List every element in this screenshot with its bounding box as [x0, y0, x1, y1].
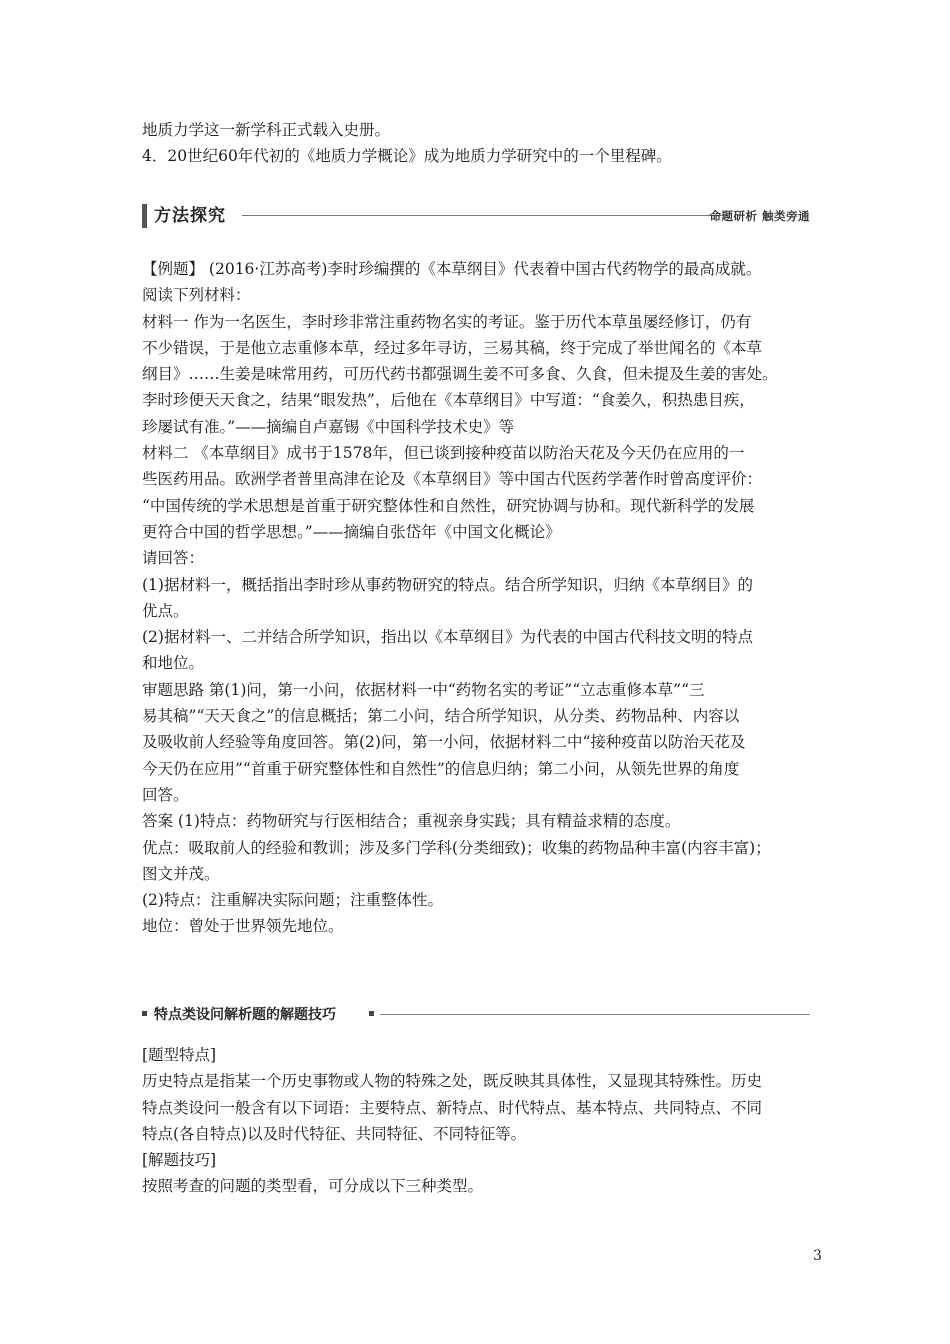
tips-line: [解题技巧]	[142, 1151, 217, 1170]
section-right-text: 命题研析 触类旁通	[709, 209, 810, 223]
example-block	[142, 256, 822, 940]
example-line: (2)特点：注重解决实际问题；注重整体性。	[142, 891, 443, 910]
example-line: 优点。	[142, 601, 189, 620]
tips-line: [题型特点]	[142, 1046, 217, 1064]
example-line: 更符合中国的哲学思想。”——摘编自张岱年《中国文化概论》	[142, 522, 561, 541]
page-number: 3	[813, 1248, 822, 1264]
example-line: 及吸收前人经验等角度回答。第(2)问，第一小问，依据材料二中“接种疫苗以防治天花及	[142, 733, 746, 752]
example-line: 审题思路 第(1)问，第一小问，依据材料一中“药物名实的考证”“立志重修本草”“三	[142, 680, 705, 699]
example-line: 材料二 《本草纲目》成书于1578年，但已谈到接种疫苗以防治天花及今天仍在应用的一	[142, 444, 745, 463]
example-line: 些医药用品。欧洲学者普里高津在论及《本草纲目》等中国古代医药学著作时曾高度评价：	[142, 470, 763, 489]
example-line: 答案 (1)特点：药物研究与行医相结合；重视亲身实践；具有精益求精的态度。	[142, 812, 681, 831]
example-line: 材料一 作为一名医生，李时珍非常注重药物名实的考证。鉴于历代本草虽屡经修订，仍有	[142, 312, 752, 331]
example-line: 不少错误，于是他立志重修本草，经过多年寻访，三易其稿，终于完成了举世闻名的《本草	[142, 338, 763, 357]
section-bar-icon	[142, 204, 147, 228]
example-line: 和地位。	[142, 654, 205, 673]
section-header	[142, 203, 810, 229]
section-rule	[242, 215, 722, 216]
square-bullet-icon	[369, 1011, 374, 1016]
subsection-header	[142, 1004, 810, 1026]
example-line: (2)据材料一、二并结合所学知识，指出以《本草纲目》为代表的中国古代科技文明的特点	[142, 628, 753, 647]
example-line: 优点：吸取前人的经验和教训；涉及多门学科(分类细致)；收集的药物品种丰富(内容丰富)；	[142, 838, 771, 857]
section-title: 方法探究	[154, 206, 226, 226]
intro-block	[142, 117, 822, 170]
example-line: 【例题】 (2016·江苏高考)李时珍编撰的《本草纲目》代表着中国古代药物学的最高成就。	[142, 260, 762, 278]
tips-line: 按照考查的问题的类型看，可分成以下三种类型。	[142, 1177, 484, 1196]
example-line: 回答。	[142, 785, 189, 804]
example-line: “中国传统的学术思想是首重于研究整体性和自然性，研究协调与协和。现代新科学的发展	[142, 496, 755, 515]
example-line: 纲目》……生姜是味常用药，可历代药书都强调生姜不可多食、久食，但未提及生姜的害处。	[142, 365, 778, 384]
square-bullet-icon	[142, 1011, 147, 1016]
tips-line: 特点(各自特点)以及时代特征、共同特征、不同特征等。	[142, 1124, 527, 1143]
tips-block	[142, 1042, 822, 1200]
intro-line: 4．20世纪60年代初的《地质力学概论》成为地质力学研究中的一个里程碑。	[142, 147, 672, 166]
example-line: 易其稿”“天天食之”的信息概括；第二小问，结合所学知识，从分类、药物品种、内容以	[142, 707, 740, 726]
example-line: 请回答：	[142, 549, 205, 568]
tips-line: 历史特点是指某一个历史事物或人物的特殊之处，既反映其具体性，又显现其特殊性。历史	[142, 1072, 763, 1091]
example-line: 珍屡试有准。”——摘编自卢嘉锡《中国科学技术史》等	[142, 417, 515, 436]
example-line: 地位：曾处于世界领先地位。	[142, 917, 344, 936]
example-line: 图文并茂。	[142, 864, 220, 883]
example-line: 今天仍在应用”“首重于研究整体性和自然性”的信息归纳；第二小问，从领先世界的角度	[142, 759, 740, 778]
subsection-title: 特点类设问解析题的解题技巧	[154, 1007, 336, 1023]
intro-line: 地质力学这一新学科正式载入史册。	[142, 121, 391, 139]
tips-line: 特点类设问一般含有以下词语：主要特点、新特点、时代特点、基本特点、共同特点、不同	[142, 1098, 763, 1117]
example-line: (1)据材料一，概括指出李时珍从事药物研究的特点。结合所学知识，归纳《本草纲目》的	[142, 575, 753, 594]
example-line: 李时珍便天天食之，结果“眼发热”，后他在《本草纲目》中写道：“食姜久，积热患目疾，	[142, 391, 755, 410]
example-line: 阅读下列材料：	[142, 286, 251, 305]
subsection-rule	[380, 1014, 810, 1015]
